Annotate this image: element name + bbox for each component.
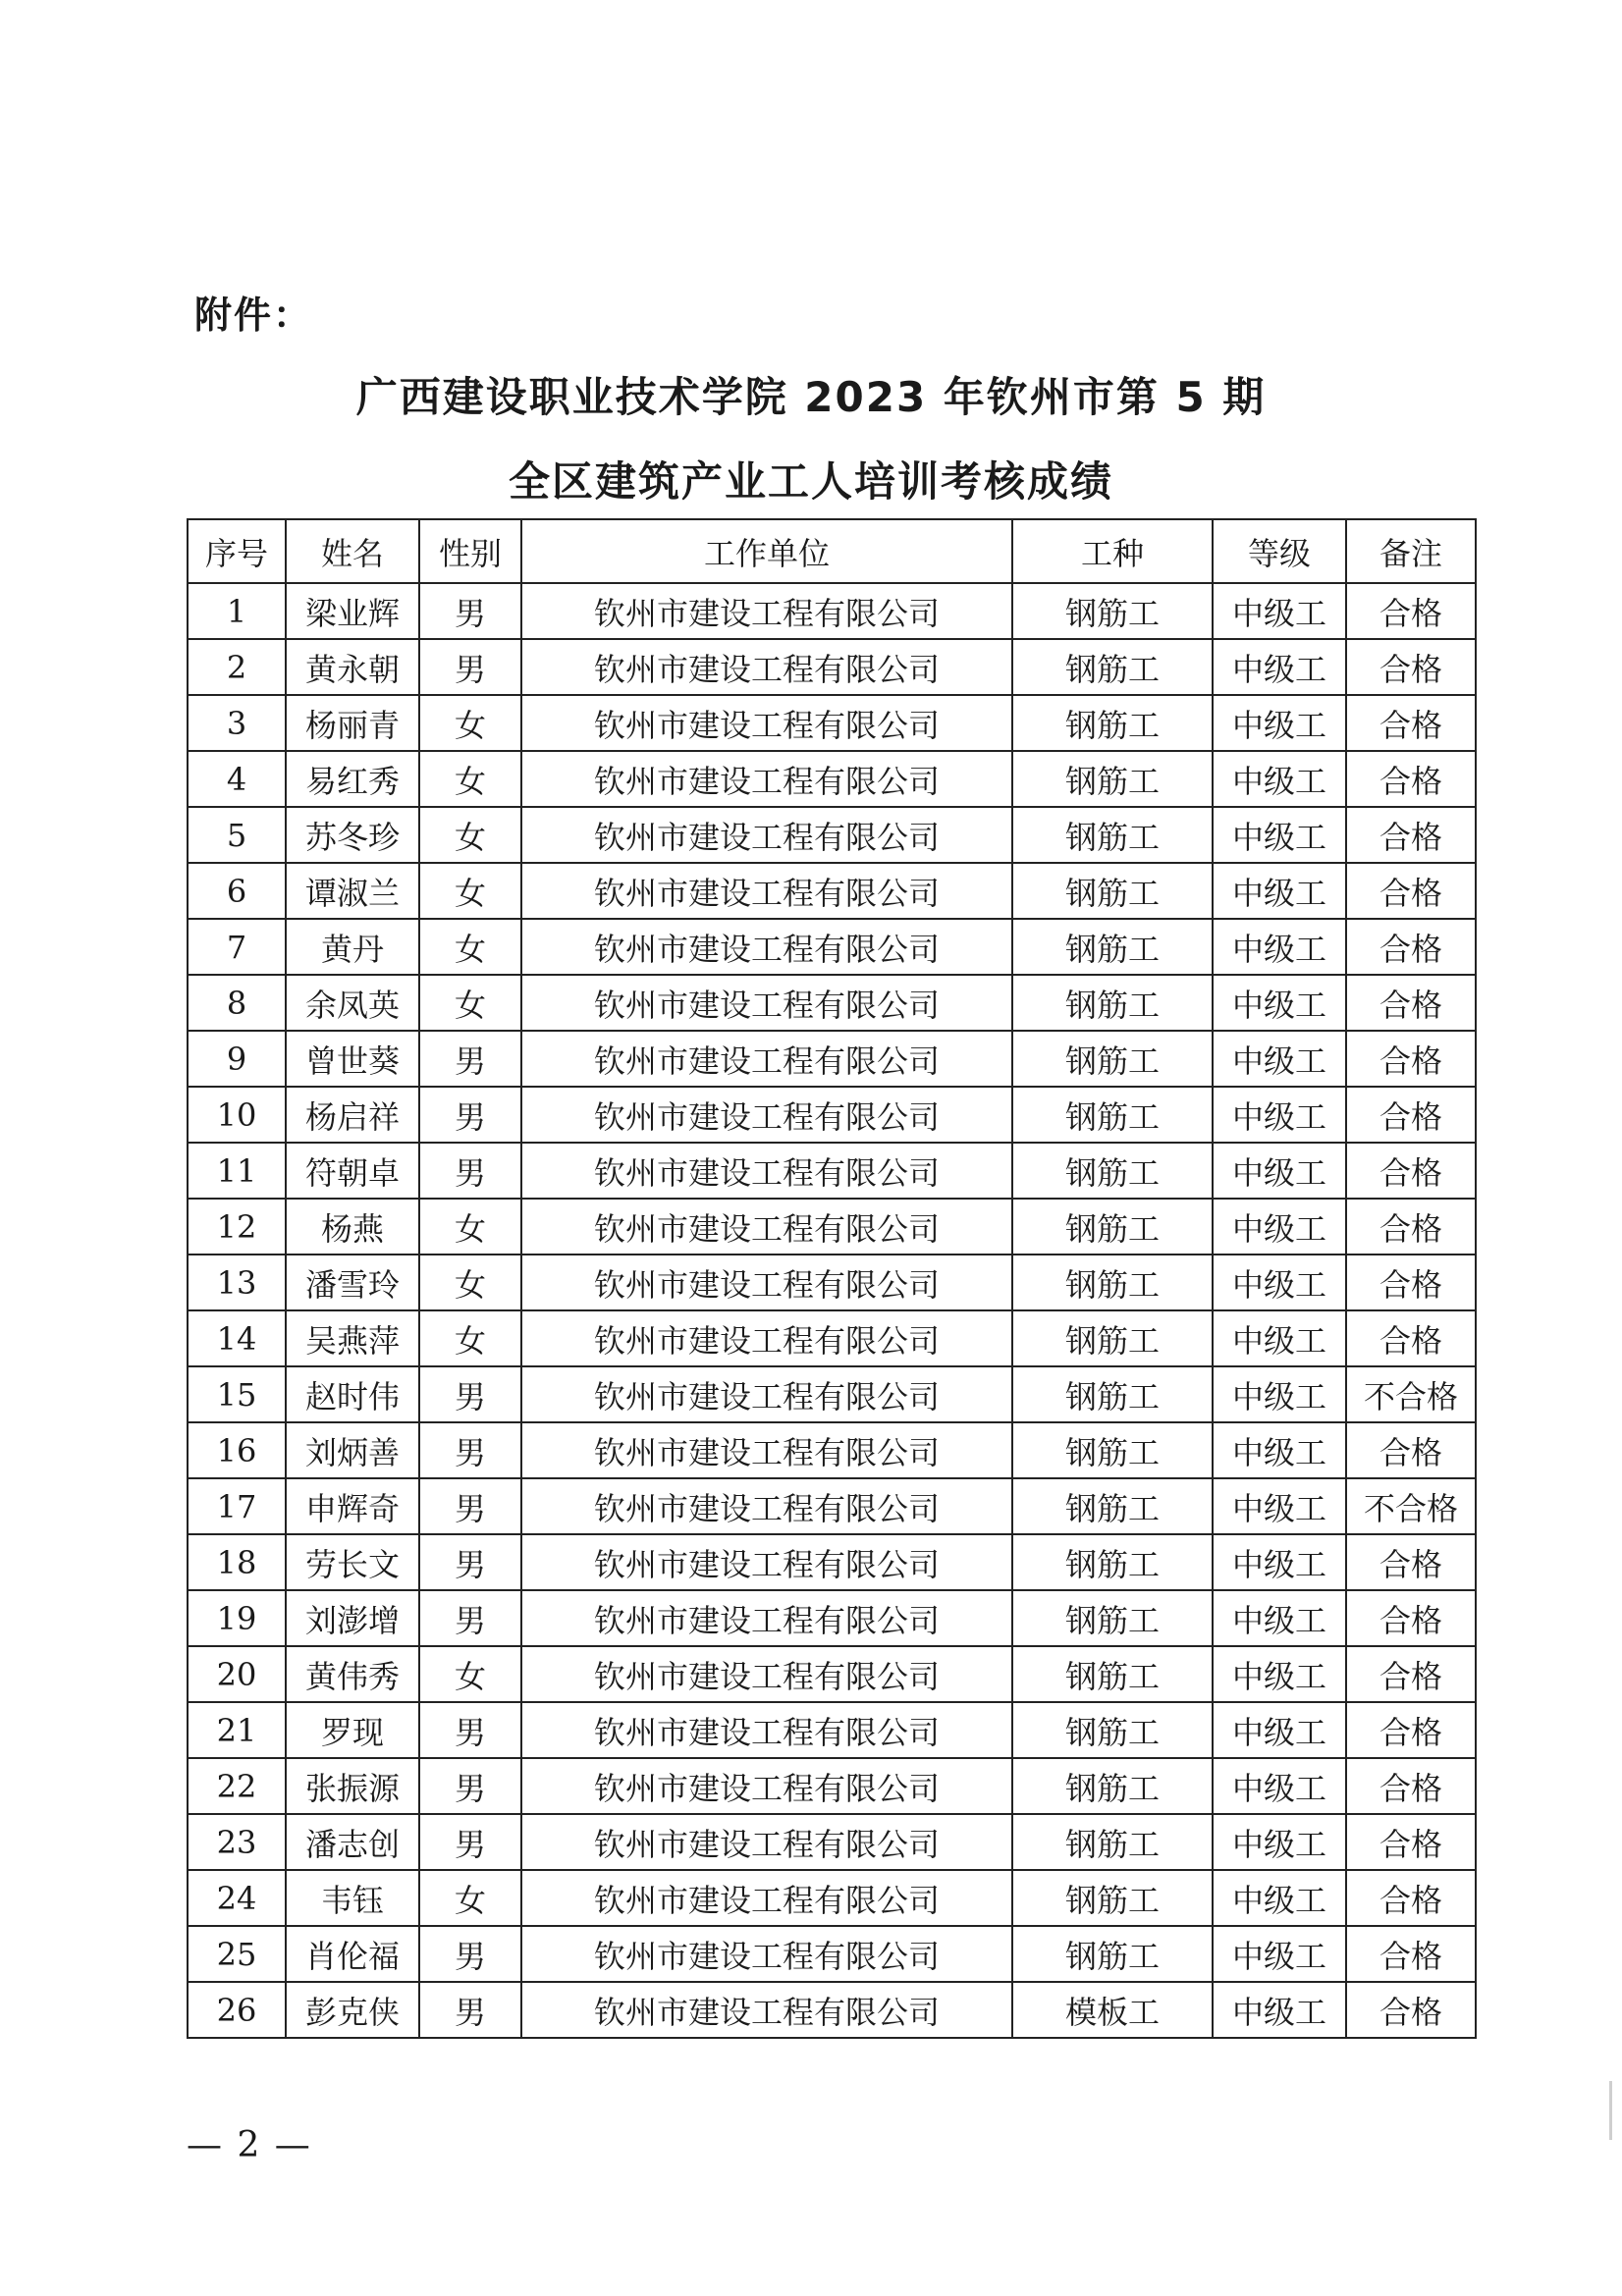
cell-level: 中级工 [1213, 1143, 1346, 1199]
cell-gender: 女 [419, 807, 521, 863]
cell-trade: 钢筋工 [1012, 1422, 1213, 1478]
cell-remark: 合格 [1346, 1422, 1476, 1478]
page-number: — 2 — [187, 2125, 312, 2165]
cell-trade: 钢筋工 [1012, 1646, 1213, 1702]
document-title-line-1: 广西建设职业技术学院 2023 年钦州市第 5 期 [355, 373, 1267, 421]
cell-index: 4 [188, 751, 286, 807]
cell-gender: 女 [419, 975, 521, 1031]
cell-name: 黄丹 [286, 919, 419, 975]
cell-level: 中级工 [1213, 583, 1346, 639]
cell-index: 20 [188, 1646, 286, 1702]
cell-gender: 男 [419, 1926, 521, 1982]
cell-gender: 男 [419, 639, 521, 695]
cell-remark: 合格 [1346, 751, 1476, 807]
cell-index: 26 [188, 1982, 286, 2038]
cell-remark: 合格 [1346, 919, 1476, 975]
cell-index: 19 [188, 1590, 286, 1646]
cell-employer: 钦州市建设工程有限公司 [521, 1646, 1012, 1702]
cell-name: 劳长文 [286, 1534, 419, 1590]
cell-index: 23 [188, 1814, 286, 1870]
cell-name: 罗现 [286, 1702, 419, 1758]
cell-index: 1 [188, 583, 286, 639]
cell-gender: 男 [419, 1478, 521, 1534]
table-row [188, 1590, 1476, 1646]
cell-remark: 合格 [1346, 1255, 1476, 1310]
table-row [188, 919, 1476, 975]
cell-level: 中级工 [1213, 1478, 1346, 1534]
cell-level: 中级工 [1213, 1310, 1346, 1366]
header-row [188, 519, 1476, 583]
table-row [188, 1199, 1476, 1255]
cell-index: 3 [188, 695, 286, 751]
cell-level: 中级工 [1213, 1199, 1346, 1255]
table-row [188, 1143, 1476, 1199]
cell-employer: 钦州市建设工程有限公司 [521, 807, 1012, 863]
cell-level: 中级工 [1213, 1255, 1346, 1310]
cell-name: 吴燕萍 [286, 1310, 419, 1366]
cell-employer: 钦州市建设工程有限公司 [521, 919, 1012, 975]
cell-level: 中级工 [1213, 1031, 1346, 1087]
cell-level: 中级工 [1213, 1422, 1346, 1478]
scan-edge-mark [1609, 2081, 1612, 2140]
cell-trade: 钢筋工 [1012, 1478, 1213, 1534]
cell-gender: 男 [419, 583, 521, 639]
table-row [188, 1814, 1476, 1870]
cell-level: 中级工 [1213, 807, 1346, 863]
cell-index: 17 [188, 1478, 286, 1534]
cell-level: 中级工 [1213, 919, 1346, 975]
cell-remark: 合格 [1346, 1926, 1476, 1982]
cell-remark: 合格 [1346, 1087, 1476, 1143]
header-level: 等级 [1213, 519, 1346, 583]
cell-trade: 钢筋工 [1012, 695, 1213, 751]
cell-name: 谭淑兰 [286, 863, 419, 919]
cell-name: 余凤英 [286, 975, 419, 1031]
cell-remark: 合格 [1346, 1031, 1476, 1087]
cell-remark: 合格 [1346, 695, 1476, 751]
table-row [188, 1870, 1476, 1926]
cell-level: 中级工 [1213, 1758, 1346, 1814]
cell-level: 中级工 [1213, 863, 1346, 919]
cell-index: 12 [188, 1199, 286, 1255]
cell-trade: 钢筋工 [1012, 807, 1213, 863]
cell-employer: 钦州市建设工程有限公司 [521, 1143, 1012, 1199]
cell-employer: 钦州市建设工程有限公司 [521, 1199, 1012, 1255]
cell-gender: 男 [419, 1143, 521, 1199]
cell-trade: 钢筋工 [1012, 1087, 1213, 1143]
attachment-label: 附件： [194, 294, 313, 337]
cell-employer: 钦州市建设工程有限公司 [521, 751, 1012, 807]
table-row [188, 1255, 1476, 1310]
cell-gender: 女 [419, 751, 521, 807]
cell-trade: 钢筋工 [1012, 1143, 1213, 1199]
results-table-body [188, 583, 1476, 2038]
cell-trade: 钢筋工 [1012, 639, 1213, 695]
cell-level: 中级工 [1213, 695, 1346, 751]
cell-employer: 钦州市建设工程有限公司 [521, 1255, 1012, 1310]
cell-index: 16 [188, 1422, 286, 1478]
cell-level: 中级工 [1213, 1982, 1346, 2038]
cell-remark: 不合格 [1346, 1478, 1476, 1534]
header-remark: 备注 [1346, 519, 1476, 583]
cell-gender: 男 [419, 1366, 521, 1422]
cell-remark: 合格 [1346, 1982, 1476, 2038]
header-employer: 工作单位 [521, 519, 1012, 583]
cell-remark: 合格 [1346, 1702, 1476, 1758]
table-row [188, 751, 1476, 807]
cell-index: 18 [188, 1534, 286, 1590]
cell-level: 中级工 [1213, 1870, 1346, 1926]
cell-trade: 钢筋工 [1012, 1255, 1213, 1310]
cell-employer: 钦州市建设工程有限公司 [521, 1366, 1012, 1422]
cell-employer: 钦州市建设工程有限公司 [521, 1422, 1012, 1478]
cell-remark: 合格 [1346, 863, 1476, 919]
cell-gender: 女 [419, 1310, 521, 1366]
cell-name: 肖伦福 [286, 1926, 419, 1982]
cell-name: 彭克侠 [286, 1982, 419, 2038]
cell-index: 21 [188, 1702, 286, 1758]
cell-level: 中级工 [1213, 1590, 1346, 1646]
cell-trade: 钢筋工 [1012, 1870, 1213, 1926]
cell-trade: 钢筋工 [1012, 919, 1213, 975]
cell-employer: 钦州市建设工程有限公司 [521, 1534, 1012, 1590]
cell-index: 8 [188, 975, 286, 1031]
cell-remark: 合格 [1346, 807, 1476, 863]
cell-gender: 男 [419, 1982, 521, 2038]
cell-level: 中级工 [1213, 1646, 1346, 1702]
cell-name: 苏冬珍 [286, 807, 419, 863]
cell-gender: 女 [419, 919, 521, 975]
header-gender: 性别 [419, 519, 521, 583]
document-title-line-2: 全区建筑产业工人培训考核成绩 [508, 457, 1113, 506]
cell-level: 中级工 [1213, 1534, 1346, 1590]
cell-employer: 钦州市建设工程有限公司 [521, 975, 1012, 1031]
cell-name: 申辉奇 [286, 1478, 419, 1534]
cell-remark: 合格 [1346, 1646, 1476, 1702]
cell-employer: 钦州市建设工程有限公司 [521, 1087, 1012, 1143]
cell-gender: 女 [419, 1199, 521, 1255]
cell-trade: 钢筋工 [1012, 1758, 1213, 1814]
cell-name: 韦钰 [286, 1870, 419, 1926]
cell-trade: 钢筋工 [1012, 1814, 1213, 1870]
cell-gender: 男 [419, 1702, 521, 1758]
cell-employer: 钦州市建设工程有限公司 [521, 1590, 1012, 1646]
cell-gender: 男 [419, 1031, 521, 1087]
cell-level: 中级工 [1213, 751, 1346, 807]
cell-trade: 钢筋工 [1012, 863, 1213, 919]
header-trade: 工种 [1012, 519, 1213, 583]
cell-gender: 男 [419, 1422, 521, 1478]
cell-trade: 钢筋工 [1012, 1366, 1213, 1422]
cell-trade: 钢筋工 [1012, 1702, 1213, 1758]
cell-employer: 钦州市建设工程有限公司 [521, 1310, 1012, 1366]
cell-employer: 钦州市建设工程有限公司 [521, 1758, 1012, 1814]
cell-index: 10 [188, 1087, 286, 1143]
table-row [188, 1758, 1476, 1814]
cell-remark: 合格 [1346, 583, 1476, 639]
cell-employer: 钦州市建设工程有限公司 [521, 1870, 1012, 1926]
cell-level: 中级工 [1213, 1926, 1346, 1982]
cell-index: 11 [188, 1143, 286, 1199]
table-row [188, 1422, 1476, 1478]
table-row [188, 807, 1476, 863]
cell-level: 中级工 [1213, 1814, 1346, 1870]
cell-name: 潘志创 [286, 1814, 419, 1870]
cell-name: 杨丽青 [286, 695, 419, 751]
cell-index: 15 [188, 1366, 286, 1422]
table-row [188, 1478, 1476, 1534]
header-name: 姓名 [286, 519, 419, 583]
cell-gender: 男 [419, 1087, 521, 1143]
cell-trade: 钢筋工 [1012, 583, 1213, 639]
table-row [188, 1087, 1476, 1143]
table-row [188, 1310, 1476, 1366]
cell-gender: 女 [419, 1255, 521, 1310]
cell-level: 中级工 [1213, 1366, 1346, 1422]
cell-index: 2 [188, 639, 286, 695]
cell-remark: 合格 [1346, 1870, 1476, 1926]
cell-remark: 合格 [1346, 1143, 1476, 1199]
results-table [187, 518, 1477, 2039]
cell-remark: 合格 [1346, 1310, 1476, 1366]
cell-employer: 钦州市建设工程有限公司 [521, 1814, 1012, 1870]
cell-name: 刘澎增 [286, 1590, 419, 1646]
cell-remark: 合格 [1346, 1534, 1476, 1590]
cell-gender: 女 [419, 1870, 521, 1926]
cell-remark: 合格 [1346, 1758, 1476, 1814]
table-row [188, 1646, 1476, 1702]
cell-name: 杨燕 [286, 1199, 419, 1255]
cell-trade: 钢筋工 [1012, 1926, 1213, 1982]
cell-trade: 钢筋工 [1012, 1310, 1213, 1366]
table-row [188, 1031, 1476, 1087]
cell-remark: 合格 [1346, 975, 1476, 1031]
cell-trade: 钢筋工 [1012, 1534, 1213, 1590]
cell-level: 中级工 [1213, 1702, 1346, 1758]
table-row [188, 863, 1476, 919]
cell-name: 张振源 [286, 1758, 419, 1814]
cell-index: 9 [188, 1031, 286, 1087]
cell-gender: 女 [419, 695, 521, 751]
table-row [188, 1366, 1476, 1422]
cell-remark: 合格 [1346, 639, 1476, 695]
table-row [188, 1982, 1476, 2038]
cell-trade: 钢筋工 [1012, 1199, 1213, 1255]
cell-trade: 钢筋工 [1012, 975, 1213, 1031]
cell-index: 5 [188, 807, 286, 863]
cell-name: 黄伟秀 [286, 1646, 419, 1702]
cell-level: 中级工 [1213, 975, 1346, 1031]
cell-remark: 合格 [1346, 1590, 1476, 1646]
results-table-header [188, 519, 1476, 583]
cell-index: 24 [188, 1870, 286, 1926]
cell-index: 6 [188, 863, 286, 919]
table-row [188, 639, 1476, 695]
cell-trade: 钢筋工 [1012, 751, 1213, 807]
table-row [188, 1534, 1476, 1590]
cell-name: 黄永朝 [286, 639, 419, 695]
cell-name: 刘炳善 [286, 1422, 419, 1478]
cell-name: 潘雪玲 [286, 1255, 419, 1310]
table-row [188, 583, 1476, 639]
cell-employer: 钦州市建设工程有限公司 [521, 583, 1012, 639]
cell-name: 符朝卓 [286, 1143, 419, 1199]
cell-index: 14 [188, 1310, 286, 1366]
cell-name: 曾世葵 [286, 1031, 419, 1087]
cell-gender: 男 [419, 1590, 521, 1646]
cell-trade: 钢筋工 [1012, 1031, 1213, 1087]
cell-level: 中级工 [1213, 639, 1346, 695]
cell-employer: 钦州市建设工程有限公司 [521, 1702, 1012, 1758]
cell-level: 中级工 [1213, 1087, 1346, 1143]
cell-employer: 钦州市建设工程有限公司 [521, 639, 1012, 695]
cell-employer: 钦州市建设工程有限公司 [521, 1926, 1012, 1982]
cell-gender: 女 [419, 1646, 521, 1702]
cell-remark: 不合格 [1346, 1366, 1476, 1422]
table-row [188, 975, 1476, 1031]
cell-gender: 男 [419, 1814, 521, 1870]
cell-employer: 钦州市建设工程有限公司 [521, 863, 1012, 919]
cell-index: 22 [188, 1758, 286, 1814]
cell-employer: 钦州市建设工程有限公司 [521, 695, 1012, 751]
cell-trade: 模板工 [1012, 1982, 1213, 2038]
cell-index: 7 [188, 919, 286, 975]
cell-index: 25 [188, 1926, 286, 1982]
cell-name: 梁业辉 [286, 583, 419, 639]
cell-trade: 钢筋工 [1012, 1590, 1213, 1646]
cell-index: 13 [188, 1255, 286, 1310]
table-row [188, 695, 1476, 751]
cell-name: 易红秀 [286, 751, 419, 807]
cell-gender: 女 [419, 863, 521, 919]
table-row [188, 1926, 1476, 1982]
cell-employer: 钦州市建设工程有限公司 [521, 1031, 1012, 1087]
cell-gender: 男 [419, 1534, 521, 1590]
cell-name: 杨启祥 [286, 1087, 419, 1143]
header-index: 序号 [188, 519, 286, 583]
cell-employer: 钦州市建设工程有限公司 [521, 1982, 1012, 2038]
cell-name: 赵时伟 [286, 1366, 419, 1422]
table-row [188, 1702, 1476, 1758]
cell-employer: 钦州市建设工程有限公司 [521, 1478, 1012, 1534]
cell-remark: 合格 [1346, 1814, 1476, 1870]
cell-remark: 合格 [1346, 1199, 1476, 1255]
cell-gender: 男 [419, 1758, 521, 1814]
